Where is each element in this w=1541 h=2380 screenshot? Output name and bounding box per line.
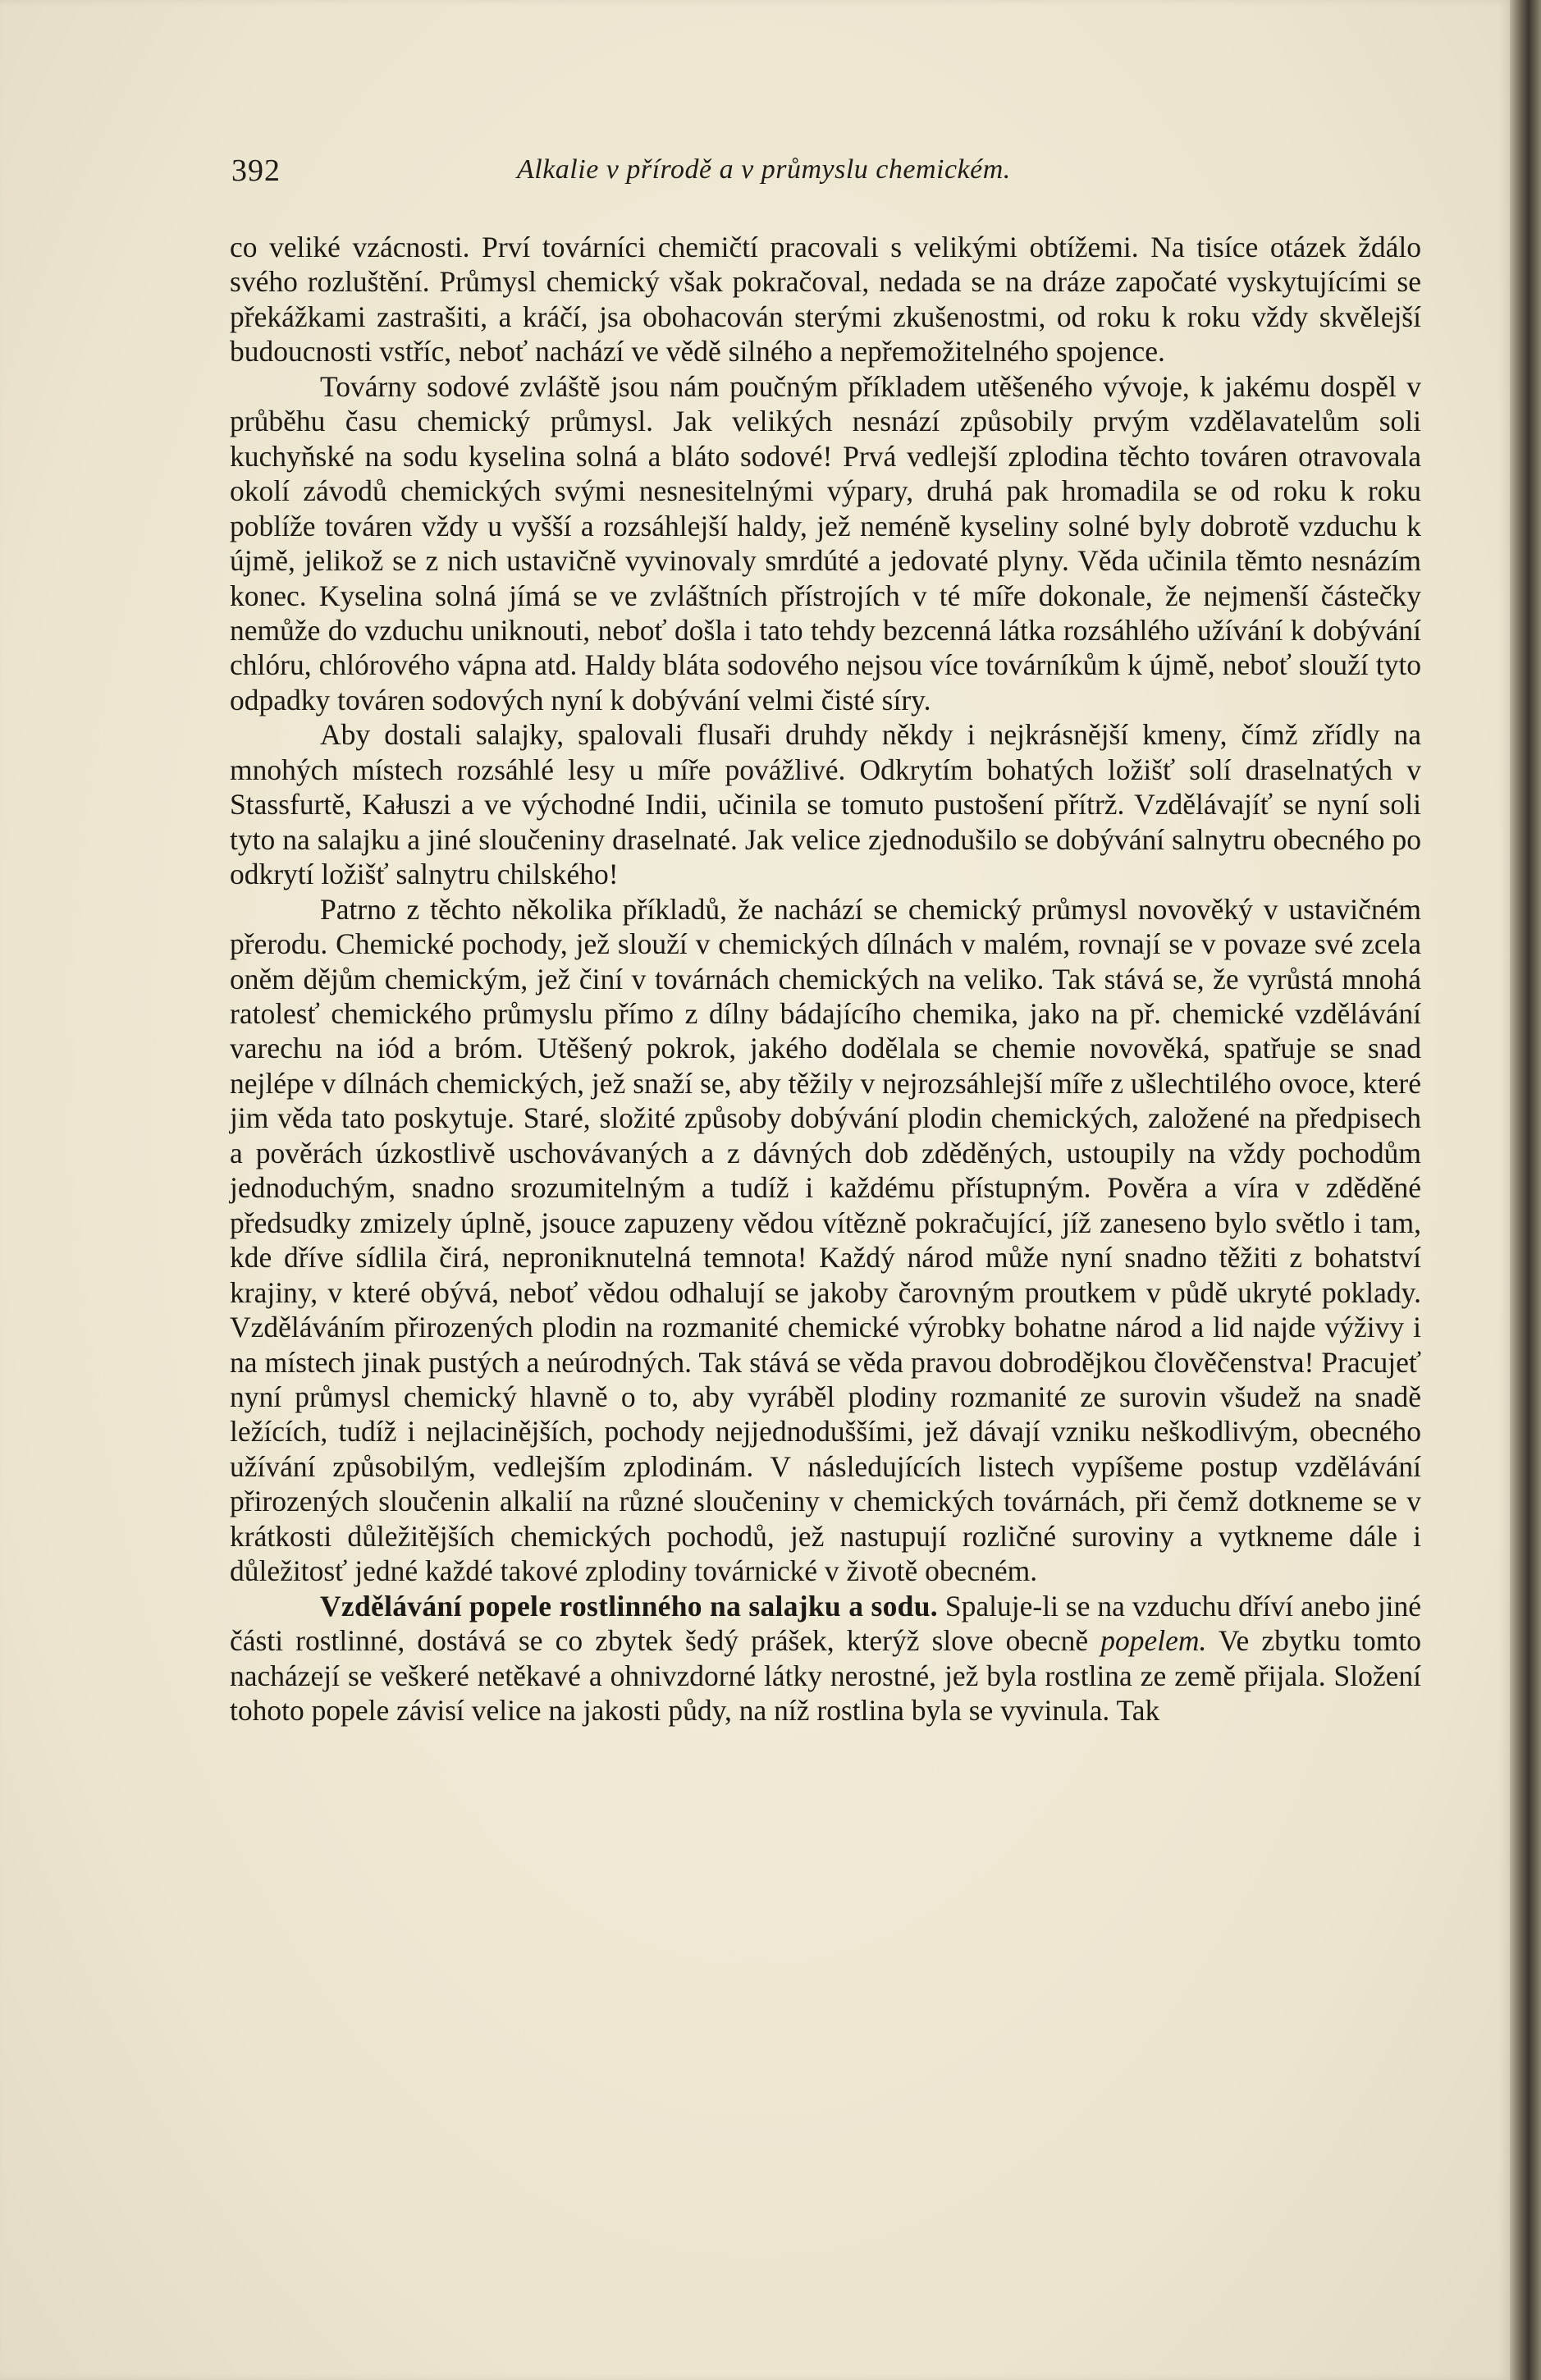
paragraph-2: Továrny sodové zvláště jsou nám poučným příkladem utěšeného vývoje, k jakému dospěl v průběhu času chemický průmysl. Jak velikých nesnází způsobily prvým vzdělavatelům soli kuchyňské na sodu kyselina solná a bláto sodové! Prvá vedlejší zplodina těchto továren otravovala okolí závodů chemických svými nesnesitelnými výpary, druhá pak hromadila se od roku k roku poblíže továren vždy u vyšší a rozsáhlejší haldy, jež neméně kyseliny solné byly dobrotě vzduchu k újmě, jelikož se z nich ustavičně vyvinovaly smrdúté a jedovaté plyny. Věda učinila těmto nesnázím konec. Kyselina solná jímá se ve zvláštních přístrojích v té míře dokonale, že nejmenší částečky nemůže do vzduchu uniknouti, neboť došla i tato tehdy bezcenná látka rozsáhlého užívání k dobývání chlóru, chlórového vápna atd. Haldy bláta sodového nejsou více továrníkům k újmě, neboť slouží tyto odpadky továren sodových nyní k dobývání velmi čisté síry. <box>230 369 1421 716</box>
paragraph-1: co veliké vzácnosti. Prví továrníci chemičtí pracovali s velikými obtížemi. Na tisíce otázek ždálo svého rozluštění. Průmysl chemický však pokračoval, nedada se na dráze započaté vyskytujícími se překážkami zastrašiti, a kráčí, jsa obohacován sterými zkušenostmi, od roku k roku vždy skvělejší budoucnosti vstříc, neboť nachází ve vědě silného a nepřemožitelného spojence. <box>230 231 1421 368</box>
body-text <box>230 230 1421 1728</box>
paragraph-5-text-b: Ve zbytku tomto nacházejí se veškeré netěkavé a ohnivzdorné látky nerostné, jež byla rostlina ze země přijala. Složení tohoto popele závisí velice na jakosti půdy, na níž rostlina byla se vyvinula. Tak <box>230 1624 1421 1728</box>
paragraph-5 <box>230 1589 1421 1728</box>
paragraph-5-text-a: Spaluje-li se na vzduchu dříví anebo jiné části rostlinné, dostává se co zbytek šedý prášek, kterýž slove obecně <box>230 1589 1422 1658</box>
page-number: 392 <box>231 153 281 188</box>
page-edge-shadow <box>1510 0 1541 2380</box>
paragraph-4: Patrno z těchto několika příkladů, že nachází se chemický průmysl novověký v ustavičném přerodu. Chemické pochody, jež slouží v chemických dílnách v malém, rovnají se v povaze své zcela oněm dějům chemickým, jež činí v továrnách chemických na veliko. Tak stává se, že vyrůstá mnohá ratolesť chemického průmyslu přímo z dílny bádajícího chemika, jako na př. chemické vzdělávání varechu na iód a bróm. Utěšený pokrok, jakého dodělala se chemie novověká, spatřuje se snad nejlépe v dílnách chemických, jež snaží se, aby těžily v nejrozsáhlejší míře z ušlechtilého ovoce, které jim věda tato poskytuje. Staré, složité způsoby dobývání plodin chemických, založené na předpisech a pověrách úzkostlivě uschovávaných a z dávných dob zděděných, ustoupily na vždy pochodům jednoduchým, snadno srozumitelným a tudíž i každému přístupným. Pověra a víra v zděděné předsudky zmizely úplně, jsouce zapuzeny vědou vítězně pokračující, jíž zaneseno bylo světlo i tam, kde dříve sídlila čirá, neproniknutelná temnota! Každý národ může nyní snadno těžiti z bohatství krajiny, v které obývá, neboť vědou odhalují se jakoby čarovným proutkem v půdě ukryté poklady. Vzděláváním přirozených plodin na rozmanité chemické výrobky bohatne národ a lid najde výživy i na místech jinak pustých a neúrodných. Tak stává se věda pravou dobrodějkou člověčenstva! Pracujeť nyní průmysl chemický hlavně o to, aby vyráběl plodiny rozmanité ze surovin všudež na snadě ležících, tudíž i nejlacinějších, pochody nejjednoduššími, jež dávají vzniku neškodlivým, obecného užívání způsobilým, vedlejším zplodinám. V následujících listech vypíšeme postup vzdělávání přirozených sloučenin alkalií na různé sloučeniny v chemických továrnách, při čemž dotkneme se v krátkosti důležitějších chemických pochodů, jež nastupují rozličné suroviny a vytkneme dále i důležitosť jedné každé takové zplodiny továrnické v životě obecném. <box>230 892 1421 1588</box>
italic-term: popelem. <box>1100 1624 1207 1658</box>
paragraph-3: Aby dostali salajky, spalovali flusaři druhdy někdy i nejkrásnější kmeny, čímž zřídly na mnohých místech rozsáhlé lesy u míře povážlivé. Odkrytím bohatých ložišť solí draselnatých v Stassfurtě, Kałuszi a ve východné Indii, učinila se tomuto pustošení přítrž. Vzdělávajíť se nyní soli tyto na salajku a jiné sloučeniny draselnaté. Jak velice zjednodušilo se dobývání salnytru obecného po odkrytí ložišť salnytru chilského! <box>230 718 1421 891</box>
running-title: Alkalie v přírodě a v průmyslu chemickém. <box>517 154 1011 185</box>
page-header <box>231 153 1446 202</box>
section-lead-heading: Vzdělávání popele rostlinného na salajku a sodu. <box>320 1589 938 1623</box>
